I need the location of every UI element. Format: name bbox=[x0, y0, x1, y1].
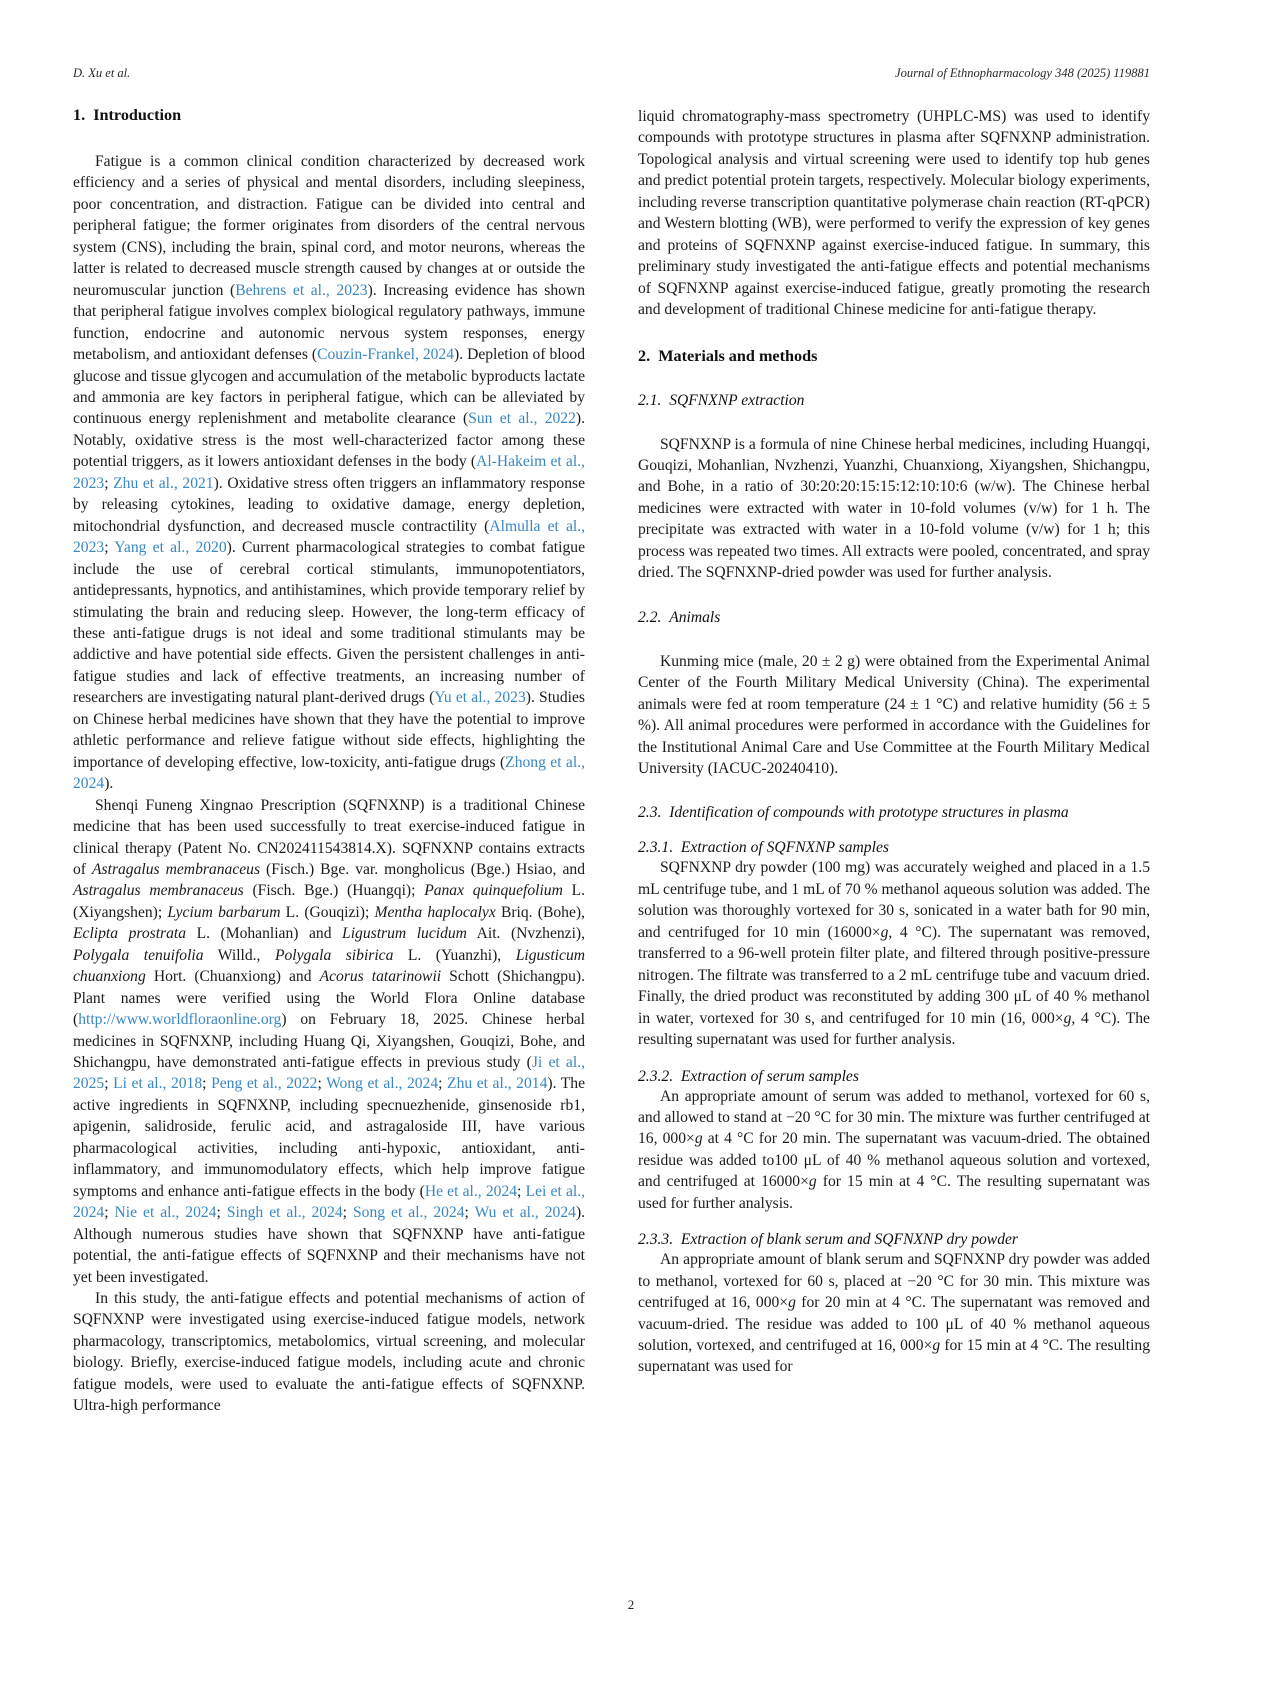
subsection-heading-2-3-2: 2.3.2. Extraction of serum samples bbox=[638, 1067, 859, 1085]
page-number: 2 bbox=[627, 1597, 635, 1612]
subsection-heading-2-1: 2.1. SQFNXNP extraction bbox=[638, 391, 805, 409]
species-name: Panax quinquefolium bbox=[424, 882, 563, 900]
gravity-symbol: g bbox=[1063, 1009, 1072, 1027]
citation-link[interactable]: Zhu et al., 2014 bbox=[447, 1075, 548, 1093]
paragraph-2-3-1: SQFNXNP dry powder (100 mg) was accurately weighed and placed in a 1.5 mL centrifuge tube, and 1 mL of 70 % methanol aqueous solution was added. The solution was thoroughly vortexed for 30 s, sonicated in a water bath for 90 min, and centrifuged for 10 min (16000×g, 4 °C). The supernatant was removed, transferred to a 96-well protein filter plate, and filtered through positive-pressure nitrogen. The filtrate was transferred to a 2 mL centrifuge tube and vacuum dried. Finally, the dried product was reconstituted by adding 300 μL of 40 % methanol in water, vortexed for 30 s, and centrifuged for 10 min (16, 000×g, 4 °C). The resulting supernatant was used for further analysis. bbox=[638, 859, 1151, 1049]
citation-link[interactable]: Yu et al., 2023 bbox=[434, 689, 526, 707]
intro-paragraph-2: Shenqi Funeng Xingnao Prescription (SQFNXNP) is a traditional Chinese medicine that has been used successfully to treat exercise-induced fatigue in clinical therapy (Patent No. CN202411543814.X). SQFNXNP contains extracts of Astragalus membranaceus (Fisch.) Bge. var. mongholicus (Bge.) Hsiao, and Astragalus membranaceus (Fisch. Bge.) (Huangqi); Panax quinquefolium L. (Xiyangshen); Lycium barbarum L. (Gouqizi); Mentha haplocalyx Briq. (Bohe), Eclipta prostrata L. (Mohanlian) and Ligustrum lucidum Ait. (Nvzhenzi), Polygala tenuifolia Willd., Polygala sibirica L. (Yuanzhi), Ligusticum chuanxiong Hort. (Chuanxiong) and Acorus tatarinowii Schott (Shichangpu). Plant names were verified using the World Flora Online database (http://www.worldfloraonline.org) on February 18, 2025. Chinese herbal medicines in SQFNXNP, including Huang Qi, Xiyangshen, Gouqizi, Bohe, and Shichangpu, have demonstrated anti-fatigue effects in previous study (Ji et al., 2025; Li et al., 2018; Peng et al., 2022; Wong et al., 2024; Zhu et al., 2014). The active ingredients in SQFNXNP, including specnuezhenide, ginsenoside rb1, apigenin, salidroside, ferulic acid, and astragaloside III, have various pharmacological activities, including anti-hypoxic, antioxidant, anti-inflammatory, and immunomodulatory effects, which help improve fatigue symptoms and enhance anti-fatigue effects in the body (He et al., 2024; Lei et al., 2024; Nie et al., 2024; Singh et al., 2024; Song et al., 2024; Wu et al., 2024). Although numerous studies have shown that SQFNXNP have anti-fatigue potential, the anti-fatigue effects of SQFNXNP and their mechanisms have not yet been investigated. bbox=[73, 796, 586, 1286]
section-heading-introduction: 1. Introduction bbox=[73, 106, 182, 124]
citation-link[interactable]: Yang et al., 2020 bbox=[114, 539, 227, 557]
citation-link[interactable]: Zhu et al., 2021 bbox=[113, 474, 214, 492]
species-name: Astragalus membranaceus bbox=[73, 882, 244, 900]
citation-link[interactable]: Almulla et al., 2023 bbox=[73, 517, 585, 557]
citation-link[interactable]: Nie et al., 2024 bbox=[114, 1204, 217, 1222]
gravity-symbol: g bbox=[788, 1294, 796, 1312]
citation-link[interactable]: Couzin-Frankel, 2024 bbox=[317, 346, 455, 364]
running-header bbox=[73, 66, 1150, 81]
species-name: Eclipta prostrata bbox=[73, 925, 187, 943]
citation-link[interactable]: He et al., 2024 bbox=[424, 1182, 518, 1200]
two-column-body bbox=[73, 106, 1150, 1417]
paragraph-2-1: SQFNXNP is a formula of nine Chinese herbal medicines, including Huangqi, Gouqizi, Mohanlian, Nvzhenzi, Yuanzhi, Chuanxiong, Xiyangshen, Shichangpu, and Bohe, in a ratio of 30:20:20:15:15:12:10:10:6 (w/w). The Chinese herbal medicines were extracted with water in 10-fold volumes (v/w) for 1 h. The precipitate was extracted with water in a 10-fold volume (v/w) for 1 h; this process was repeated two times. All extracts were pooled, concentrated, and spray dried. The SQFNXNP-dried powder was used for further analysis. bbox=[638, 435, 1150, 582]
citation-link[interactable]: Wong et al., 2024 bbox=[326, 1075, 439, 1093]
paragraph-2-3-2: An appropriate amount of serum was added to methanol, vortexed for 60 s, and allowed to stand at −20 °C for 30 min. The mixture was further centrifuged at 16, 000×g at 4 °C for 20 min. The supernatant was vacuum-dried. The obtained residue was added to100 μL of 40 % methanol aqueous solution and vortexed, and centrifuged at 16000×g for 15 min at 4 °C. The resulting supernatant was used for further analysis. bbox=[638, 1087, 1150, 1212]
citation-link[interactable]: Al-Hakeim et al., 2023 bbox=[73, 453, 585, 492]
species-name: Polygala tenuifolia bbox=[73, 946, 204, 964]
paragraph-2-3-3: An appropriate amount of blank serum and SQFNXNP dry powder was added to methanol, vortexed for 60 s, placed at −20 °C for 30 min. This mixture was centrifuged at 16, 000×g for 20 min at 4 °C. The supernatant was removed and vacuum-dried. The residue was added to 100 μL of 40 % methanol aqueous solution, vortexed, and centrifuged at 16, 000×g for 15 min at 4 °C. The resulting supernatant was used for bbox=[638, 1251, 1150, 1376]
journal-citation: Journal of Ethnopharmacology 348 (2025) 119881 bbox=[895, 66, 1150, 80]
subsection-heading-2-3-1: 2.3.1. Extraction of SQFNXNP samples bbox=[638, 839, 889, 857]
species-name: Polygala sibirica bbox=[274, 946, 394, 964]
species-name: Mentha haplocalyx bbox=[374, 903, 496, 921]
citation-link[interactable]: http://www.worldfloraonline.org bbox=[78, 1011, 282, 1029]
paragraph-2-2: Kunming mice (male, 20 ± 2 g) were obtained from the Experimental Animal Center of the Fourth Military Medical University (China). The experimental animals were fed at room temperature (24 ± 1 °C) and relative humidity (56 ± 5 %). All animal procedures were performed in accordance with the Guidelines for the Institutional Animal Care and Use Committee at the Fourth Military Medical University (IACUC-20240410). bbox=[638, 652, 1150, 777]
citation-link[interactable]: Peng et al., 2022 bbox=[211, 1075, 318, 1093]
citation-link[interactable]: Wu et al., 2024 bbox=[474, 1204, 576, 1222]
citation-link[interactable]: Zhong et al., 2024 bbox=[73, 753, 585, 793]
section-heading-materials-methods: 2. Materials and methods bbox=[638, 346, 818, 365]
citation-link[interactable]: Behrens et al., 2023 bbox=[235, 281, 368, 299]
citation-link[interactable]: Lei et al., 2024 bbox=[73, 1182, 585, 1222]
species-name: Ligustrum lucidum bbox=[342, 925, 467, 943]
left-column bbox=[73, 106, 585, 1417]
species-name: Lycium barbarum bbox=[167, 903, 281, 921]
right-column bbox=[638, 106, 1150, 1417]
gravity-symbol: g bbox=[880, 923, 889, 941]
citation-link[interactable]: Ji et al., 2025 bbox=[73, 1054, 585, 1093]
citation-link[interactable]: Sun et al., 2022 bbox=[468, 410, 576, 428]
subsection-heading-2-3: 2.3. Identification of compounds with prototype structures in plasma bbox=[638, 804, 1069, 822]
gravity-symbol: g bbox=[932, 1337, 941, 1355]
species-name: Ligusticum chuanxiong bbox=[73, 946, 585, 986]
species-name: Astragalus membranaceus bbox=[92, 860, 261, 878]
species-name: Acorus tatarinowii bbox=[319, 968, 442, 986]
intro-paragraph-3: In this study, the anti-fatigue effects and potential mechanisms of action of SQFNXNP were investigated using exercise-induced fatigue models, network pharmacology, transcriptomics, metabolomics, virtual screening, and molecular biology. Briefly, exercise-induced fatigue models, including acute and chronic fatigue models, were used to evaluate the anti-fatigue effects of SQFNXNP. Ultra-high performance bbox=[73, 1290, 585, 1415]
running-author: D. Xu et al. bbox=[73, 66, 131, 80]
gravity-symbol: g bbox=[694, 1130, 703, 1148]
gravity-symbol: g bbox=[808, 1173, 817, 1191]
intro-continuation-paragraph: liquid chromatography-mass spectrometry (UHPLC-MS) was used to identify compounds with prototype structures in plasma after SQFNXNP administration. Topological analysis and virtual screening were used to identify top hub genes and predict potential protein targets, respectively. Molecular biology experiments, including reverse transcription quantitative polymerase chain reaction (RT-qPCR) and Western blotting (WB), were performed to verify the expression of key genes and proteins of SQFNXNP against exercise-induced fatigue. In summary, this preliminary study investigated the anti-fatigue effects and potential mechanisms of SQFNXNP against exercise-induced fatigue, greatly promoting the research and development of traditional Chinese medicine for anti-fatigue therapy. bbox=[638, 108, 1150, 319]
citation-link[interactable]: Li et al., 2018 bbox=[113, 1075, 203, 1093]
intro-paragraph-1: Fatigue is a common clinical condition characterized by decreased work efficiency and a series of physical and mental disorders, including sleepiness, poor concentration, and distraction. Fatigue can be divided into central and peripheral fatigue; the former originates from disorders of the central nervous system (CNS), including the brain, spinal cord, and motor neurons, whereas the latter is related to decreased muscle strength caused by changes at or outside the neuromuscular junction (Behrens et al., 2023). Increasing evidence has shown that peripheral fatigue involves complex biological regulatory pathways, immune function, endocrine and autonomic nervous system responses, energy metabolism, and antioxidant defenses (Couzin-Frankel, 2024). Depletion of blood glucose and tissue glycogen and accumulation of the metabolic byproducts lactate and ammonia are key factors in peripheral fatigue, which can be alleviated by continuous energy replenishment and metabolite clearance (Sun et al., 2022). Notably, oxidative stress is the most well-characterized factor among these potential triggers, as it lowers antioxidant defenses in the body (Al-Hakeim et al., 2023; Zhu et al., 2021). Oxidative stress often triggers an inflammatory response by releasing cytokines, leading to oxidative damage, energy depletion, mitochondrial dysfunction, and decreased muscle contractility (Almulla et al., 2023; Yang et al., 2020). Current pharmacological strategies to combat fatigue include the use of cerebral cortical stimulants, immunopotentiators, antidepressants, hypnotics, and antihistamines, which provide temporary relief by stimulating the brain and reducing sleep. However, the long-term efficacy of these anti-fatigue drugs is not ideal and some traditional stimulants may be addictive and have potential side effects. Given the persistent challenges in anti-fatigue studies and lack of effective treatments, an increasing number of researchers are investigating natural plant-derived drugs (Yu et al., 2023). Studies on Chinese herbal medicines have shown that they have the potential to improve athletic performance and relieve fatigue without side effects, highlighting the importance of developing effective, low-toxicity, anti-fatigue drugs (Zhong et al., 2024). bbox=[73, 153, 586, 793]
citation-link[interactable]: Singh et al., 2024 bbox=[226, 1204, 343, 1222]
subsection-heading-2-2: 2.2. Animals bbox=[638, 608, 721, 626]
citation-link[interactable]: Song et al., 2024 bbox=[353, 1204, 465, 1222]
subsection-heading-2-3-3: 2.3.3. Extraction of blank serum and SQFNXNP dry powder bbox=[638, 1231, 1018, 1249]
